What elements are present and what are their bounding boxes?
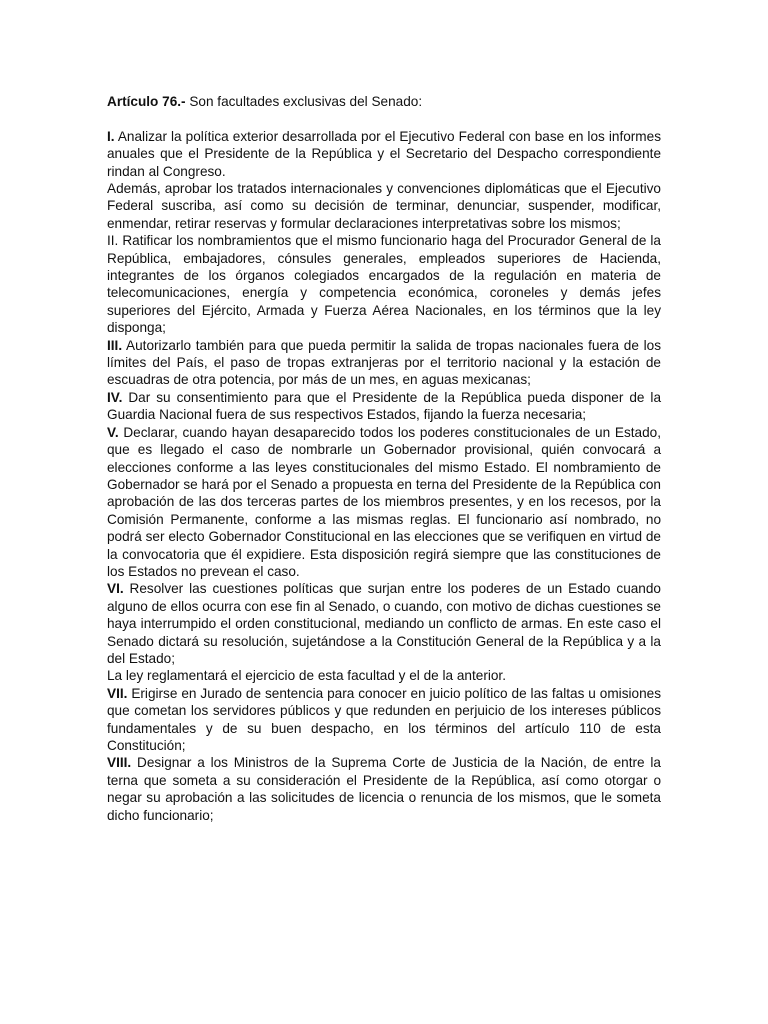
paragraph-text: Declarar, cuando hayan desaparecido todos los poderes constitucionales de un Estado, que es llegado el caso de nombrarle un Gobernador provisional, quién convocará a elecciones conforme a las leyes constitucionales del mismo Estado. El nombramiento de Gobernador se hará por el Senado a propuesta en terna del Presidente de la República con aprobación de las dos terceras partes de los miembros presentes, y en los recesos, por la Comisión Permanente, conforme a las mismas reglas. El funcionario así nombrado, no podrá ser electo Gobernador Constitucional en las elecciones que se verifiquen en virtud de la convocatoria que él expidiere. Esta disposición regirá siempre que las constituciones de los Estados no prevean el caso. [107, 424, 661, 579]
paragraph-text: Autorizarlo también para que pueda permitir la salida de tropas nacionales fuera de los límites del País, el paso de tropas extranjeras por el territorio nacional y la estación de escuadras de otra potencia, por más de un mes, en aguas mexicanas; [107, 337, 661, 388]
paragraph-text: II. Ratificar los nombramientos que el mismo funcionario haga del Procurador General de la República, embajadores, cónsules generales, empleados superiores de Hacienda, integrantes de los órganos colegiados encargados de la regulación en materia de telecomunicaciones, energía y competencia económica, coroneles y demás jefes superiores del Ejército, Armada y Fuerza Aérea Nacionales, en los términos que la ley disponga; [107, 233, 661, 336]
article-label: Artículo 76.- [107, 94, 186, 109]
paragraph-text: Resolver las cuestiones políticas que surjan entre los poderes de un Estado cuando alguno de ellos ocurra con ese fin al Senado, o cuando, con motivo de dichas cuestiones se haya interrumpido el orden constitucional, mediando un conflicto de armas. En este caso el Senado dictará su resolución, sujetándose a la Constitución General de la República y a la del Estado; [107, 581, 661, 666]
paragraph-number: VIII. [107, 755, 132, 771]
paragraph-text: Analizar la política exterior desarrollada por el Ejecutivo Federal con base en los informes anuales que el Presidente de la República y el Secretario del Despacho correspondiente rindan al Congreso. [107, 128, 661, 179]
paragraph-text: Además, aprobar los tratados internacionales y convenciones diplomáticas que el Ejecutivo Federal suscriba, así como su decisión de terminar, denunciar, suspender, modificar, enmendar, retirar reservas y formular declaraciones interpretativas sobre los mismos; [107, 181, 661, 231]
article-intro: Son facultades exclusivas del Senado: [185, 94, 423, 109]
paragraph-ii [107, 232, 661, 336]
paragraph-text: Designar a los Ministros de la Suprema Corte de Justicia de la Nación, de entre la terna que someta a su consideración el Presidente de la República, así como otorgar o negar su aprobación a las solicitudes de licencia o renuncia de los mismos, que le someta dicho funcionario; [107, 755, 661, 823]
paragraph-number: VI. [107, 581, 124, 597]
article-heading [107, 93, 661, 110]
paragraph-vi-continued [107, 667, 661, 684]
paragraph-vi [107, 580, 661, 667]
paragraph-iii [107, 337, 661, 389]
paragraph-number: IV. [107, 389, 123, 405]
paragraph-i-continued [107, 180, 661, 232]
document-page [107, 93, 661, 824]
paragraph-text: Erigirse en Jurado de sentencia para conocer en juicio político de las faltas u omisiones que cometan los servidores públicos y que redunden en perjuicio de los intereses públicos fundamentales y de su buen despacho, en los términos del artículo 110 de esta Constitución; [107, 685, 661, 754]
paragraph-iv [107, 389, 661, 424]
paragraph-v [107, 424, 661, 581]
paragraph-number: VII. [107, 685, 128, 701]
paragraph-viii [107, 754, 661, 824]
paragraph-number: I. [107, 128, 115, 144]
paragraph-i [107, 128, 661, 180]
paragraph-number: V. [107, 424, 119, 440]
paragraph-number: III. [107, 337, 123, 353]
paragraph-text: Dar su consentimiento para que el Presidente de la República pueda disponer de la Guardia Nacional fuera de sus respectivos Estados, fijando la fuerza necesaria; [107, 389, 661, 423]
paragraph-vii [107, 685, 661, 755]
paragraph-text: La ley reglamentará el ejercicio de esta facultad y el de la anterior. [107, 668, 506, 684]
